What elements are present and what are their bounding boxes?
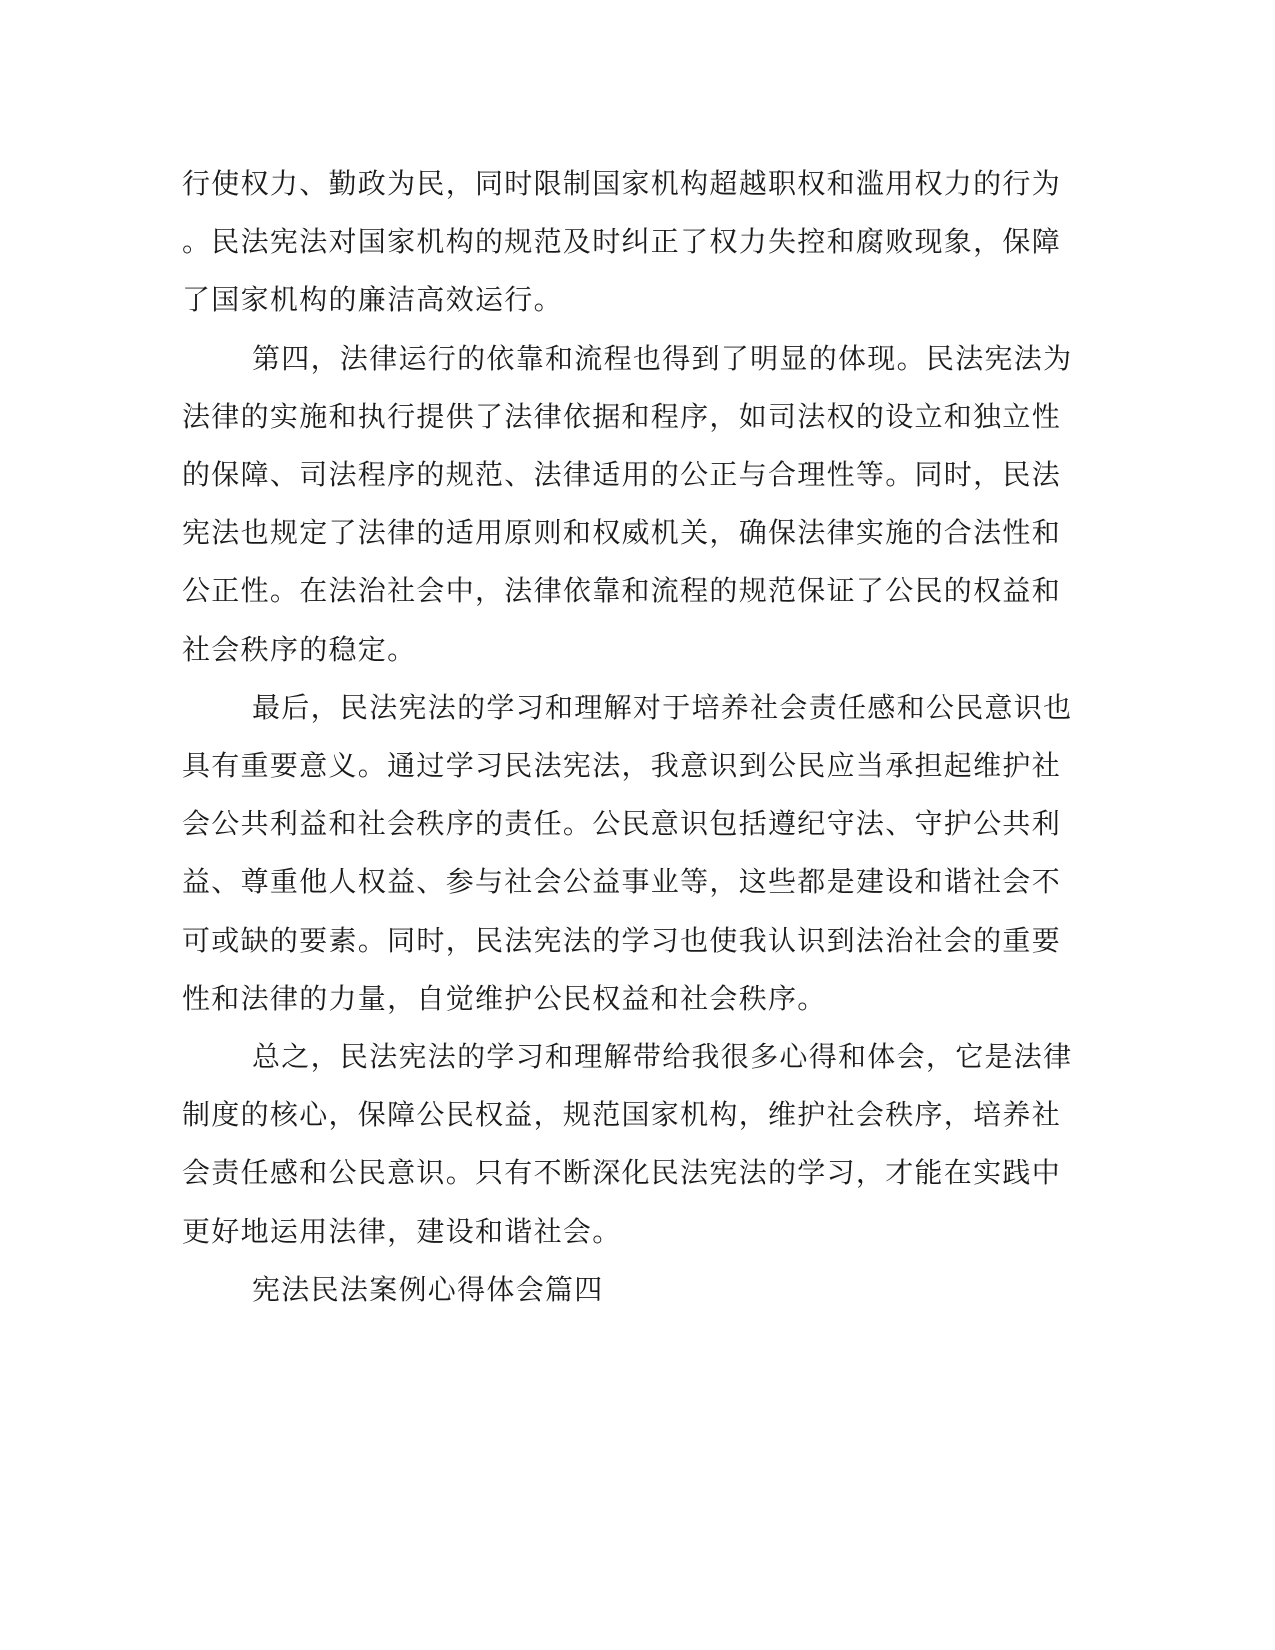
paragraph-2-line-3: 的保障、司法程序的规范、法律适用的公正与合理性等。同时，民法 — [182, 458, 1062, 492]
paragraph-3 — [182, 679, 1073, 1028]
paragraph-3-line-1: 最后，民法宪法的学习和理解对于培养社会责任感和公民意识也 — [252, 690, 1073, 724]
paragraph-3-line-6: 性和法律的力量，自觉维护公民权益和社会秩序。 — [182, 981, 827, 1015]
paragraph-2-line-5: 公正性。在法治社会中，法律依靠和流程的规范保证了公民的权益和 — [182, 574, 1062, 608]
paragraph-2 — [182, 330, 1073, 679]
paragraph-3-line-5: 可或缺的要素。同时，民法宪法的学习也使我认识到法治社会的重要 — [182, 923, 1062, 957]
section-heading: 宪法民法案例心得体会篇四 — [252, 1272, 604, 1306]
paragraph-1 — [182, 155, 1062, 330]
paragraph-4 — [182, 1028, 1073, 1261]
paragraph-1-line-3: 了国家机构的廉洁高效运行。 — [182, 283, 563, 317]
paragraph-4-line-4: 更好地运用法律，建设和谐社会。 — [182, 1214, 622, 1248]
paragraph-1-line-1: 行使权力、勤政为民，同时限制国家机构超越职权和滥用权力的行为 — [182, 167, 1062, 200]
paragraph-2-line-4: 宪法也规定了法律的适用原则和权威机关，确保法律实施的合法性和 — [182, 516, 1062, 550]
paragraph-2-line-6: 社会秩序的稳定。 — [182, 632, 417, 666]
paragraph-3-line-3: 会公共利益和社会秩序的责任。公民意识包括遵纪守法、守护公共利 — [182, 807, 1062, 841]
document-body — [182, 155, 1073, 1319]
section-heading-paragraph — [182, 1261, 1042, 1319]
paragraph-3-line-4: 益、尊重他人权益、参与社会公益事业等，这些都是建设和谐社会不 — [182, 865, 1062, 899]
paragraph-4-line-2: 制度的核心，保障公民权益，规范国家机构，维护社会秩序，培养社 — [182, 1098, 1062, 1132]
paragraph-4-line-1: 总之，民法宪法的学习和理解带给我很多心得和体会，它是法律 — [252, 1040, 1073, 1074]
paragraph-2-line-1: 第四，法律运行的依靠和流程也得到了明显的体现。民法宪法为 — [252, 341, 1073, 375]
paragraph-1-line-2: 。民法宪法对国家机构的规范及时纠正了权力失控和腐败现象，保障 — [182, 225, 1062, 259]
paragraph-3-line-2: 具有重要意义。通过学习民法宪法，我意识到公民应当承担起维护社 — [182, 749, 1062, 783]
paragraph-4-line-3: 会责任感和公民意识。只有不断深化民法宪法的学习，才能在实践中 — [182, 1156, 1062, 1190]
paragraph-2-line-2: 法律的实施和执行提供了法律依据和程序，如司法权的设立和独立性 — [182, 399, 1062, 433]
